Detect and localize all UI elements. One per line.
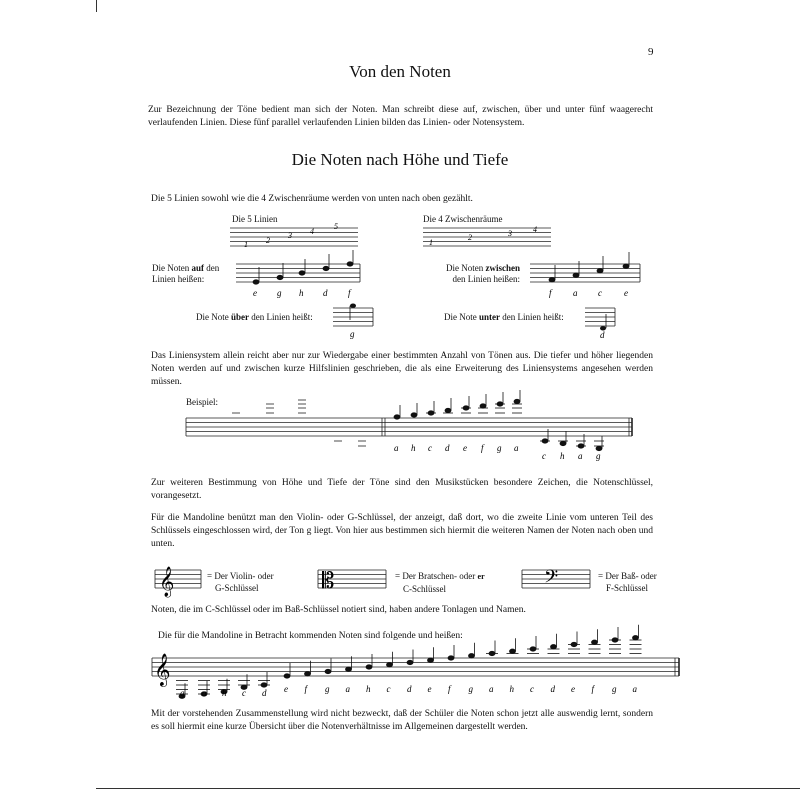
note-name: a xyxy=(394,443,399,453)
bass-clef-icon: 𝄢 xyxy=(544,567,559,592)
note xyxy=(592,640,598,644)
page-edge xyxy=(96,788,800,789)
page-edge xyxy=(96,0,97,12)
example-staff xyxy=(186,390,636,465)
note xyxy=(284,674,290,678)
note xyxy=(347,262,353,266)
line-number: 4 xyxy=(310,227,314,236)
note xyxy=(573,273,579,277)
note xyxy=(253,280,259,284)
between-lines-staff xyxy=(530,262,645,302)
below-label: Die Note unter den Linien heißt: xyxy=(444,312,564,322)
note-name: a xyxy=(573,288,578,298)
line-number: 2 xyxy=(266,236,270,245)
note-name: h xyxy=(222,688,227,698)
violin-clef-text: = Der Violin- oder G-Schlüssel xyxy=(207,571,274,593)
note xyxy=(277,275,283,279)
range-intro-text: Die für die Mandoline in Betracht kommenden Noten sind folgende und heißen: xyxy=(158,631,463,641)
note-name: f xyxy=(304,684,308,694)
below-staff xyxy=(585,302,620,342)
lines-label: Die 5 Linien xyxy=(232,214,278,224)
note-name: a xyxy=(514,443,519,453)
note xyxy=(299,271,305,275)
note xyxy=(551,645,557,649)
range-names xyxy=(284,684,638,694)
note-name: f xyxy=(448,684,451,694)
note-name: f xyxy=(591,684,595,694)
note-name: d xyxy=(550,684,555,694)
alto-clef-staff xyxy=(318,564,390,594)
above-staff xyxy=(333,302,378,342)
note xyxy=(305,672,311,676)
above-label: Die Note über den Linien heißt: xyxy=(196,312,313,322)
note-name: g xyxy=(468,684,473,694)
note-name: c xyxy=(386,684,391,694)
note xyxy=(325,669,331,673)
note-name: e xyxy=(284,684,288,694)
note xyxy=(346,667,352,671)
note-name: h xyxy=(509,684,514,694)
note xyxy=(428,658,434,662)
note-name: h xyxy=(299,288,304,298)
space-number: 4 xyxy=(533,225,537,234)
ledger-paragraph: Das Liniensystem allein reicht aber nur zur Wiedergabe einer bestimmten Anzahl von Tönen aus. Die tiefer und höher liegenden Noten werden auf und zwischen kurze Hilfslinien geschrieben, die als eine Erweiterung des Liniensystems angesehen werden müssen. xyxy=(151,351,653,387)
note xyxy=(407,660,413,664)
note xyxy=(623,264,629,268)
violin-clef-staff xyxy=(155,564,203,597)
space-number: 3 xyxy=(508,229,512,238)
counting-text: Die 5 Linien sowohl wie die 4 Zwischenräume werden von unten nach oben gezählt. xyxy=(151,194,473,204)
on-lines-label: Die Noten auf den Linien heißen: xyxy=(152,263,220,284)
note xyxy=(597,269,603,273)
note xyxy=(387,663,393,667)
note-name: g xyxy=(596,451,601,461)
note-name: d xyxy=(262,688,267,698)
note-name: c xyxy=(242,688,246,698)
note xyxy=(510,649,516,653)
alto-clef-text: = Der Bratschen- oder er C-Schlüssel xyxy=(395,571,485,594)
treble-clef-icon: 𝄞 xyxy=(159,567,175,597)
note-name: c xyxy=(428,443,432,453)
mandolin-paragraph: Für die Mandoline benützt man den Violin- oder G-Schlüssel, der anzeigt, daß dort, wo die zweite Linie vom unteren Teil des Schlüssels eingeschlossen wird, der Ton g liegt. Von hier aus bestimmen sich hiermit die weiteren Namen der Noten nach oben und unten. xyxy=(151,513,653,549)
line-number: 1 xyxy=(244,240,248,249)
note-name: c xyxy=(542,451,546,461)
note-name: d xyxy=(407,684,412,694)
page-title: Von den Noten xyxy=(349,62,451,81)
lines-staff xyxy=(230,222,360,249)
note xyxy=(469,654,475,658)
note xyxy=(448,656,454,660)
note xyxy=(350,304,356,308)
bass-clef-text: = Der Baß- oder F-Schlüssel xyxy=(598,571,657,593)
note-name: a xyxy=(489,684,494,694)
note-name: e xyxy=(571,684,575,694)
space-number: 1 xyxy=(429,238,433,247)
range-staff xyxy=(152,640,682,700)
note-name: f xyxy=(549,288,552,298)
note-name: e xyxy=(463,443,467,453)
note-name: c xyxy=(530,684,534,694)
note-name: e xyxy=(624,288,628,298)
clef-paragraph: Zur weiteren Bestimmung von Höhe und Tiefe der Töne sind den Musikstücken besondere Zeichen, die Notenschlüssel, vorangesetzt. xyxy=(151,478,653,501)
note xyxy=(633,636,639,640)
between-lines-label: Die Noten zwischen den Linien heißen: xyxy=(446,263,520,284)
closing-paragraph: Mit der vorstehenden Zusammenstellung wird nicht bezweckt, daß der Schüler die Noten schon jetzt alle auswendig lernt, sondern es soll hiermit eine kurze Übersicht über die Notenverhältnisse im Allgemeinen dargestellt werden. xyxy=(151,709,653,732)
intro-paragraph: Zur Bezeichnung der Töne bedient man sich der Noten. Man schreibt diese auf, zwischen, über und unter fünf waagerecht verlaufenden Linien. Diese fünf parallel verlaufenden Linien bilden das Linien- oder Notensystem. xyxy=(148,105,653,128)
note-name: e xyxy=(253,288,257,298)
note-name: h xyxy=(366,684,371,694)
section-title: Die Noten nach Höhe und Tiefe xyxy=(291,150,509,169)
note-name: a xyxy=(345,684,350,694)
note xyxy=(323,266,329,270)
note-name: f xyxy=(348,288,351,298)
note-name: d xyxy=(445,443,450,453)
note-name: g xyxy=(180,688,185,698)
note-name: g xyxy=(612,684,617,694)
note-name: g xyxy=(325,684,330,694)
note-name: g xyxy=(497,443,502,453)
treble-clef-icon: 𝄞 xyxy=(154,653,171,686)
note-name: h xyxy=(411,443,416,453)
alto-clef-icon: 𝄡 xyxy=(322,569,335,594)
spaces-label: Die 4 Zwischenräume xyxy=(423,214,503,224)
example-label: Beispiel: xyxy=(186,397,218,407)
note-name: h xyxy=(560,451,565,461)
note-name: e xyxy=(427,684,432,694)
line-number: 3 xyxy=(288,231,292,240)
space-number: 2 xyxy=(468,233,472,242)
note-name: f xyxy=(481,443,484,453)
note-name: a xyxy=(632,684,637,694)
note-name: d xyxy=(323,288,328,298)
spaces-staff xyxy=(423,226,553,248)
note xyxy=(366,665,372,669)
note-name: c xyxy=(598,288,602,298)
bass-clef-staff xyxy=(522,564,594,594)
on-lines-staff xyxy=(236,262,366,302)
note-name: a xyxy=(578,451,583,461)
note-name: d xyxy=(600,330,605,340)
note-name: a xyxy=(202,688,207,698)
note-name: g xyxy=(350,329,355,339)
other-clefs-text: Noten, die im C-Schlüssel oder im Baß-Schlüssel notiert sind, haben andere Tonlagen und Namen. xyxy=(151,605,526,615)
line-number: 5 xyxy=(334,222,338,231)
note-name: g xyxy=(277,288,282,298)
note xyxy=(549,278,555,282)
page-number: 9 xyxy=(648,46,654,58)
